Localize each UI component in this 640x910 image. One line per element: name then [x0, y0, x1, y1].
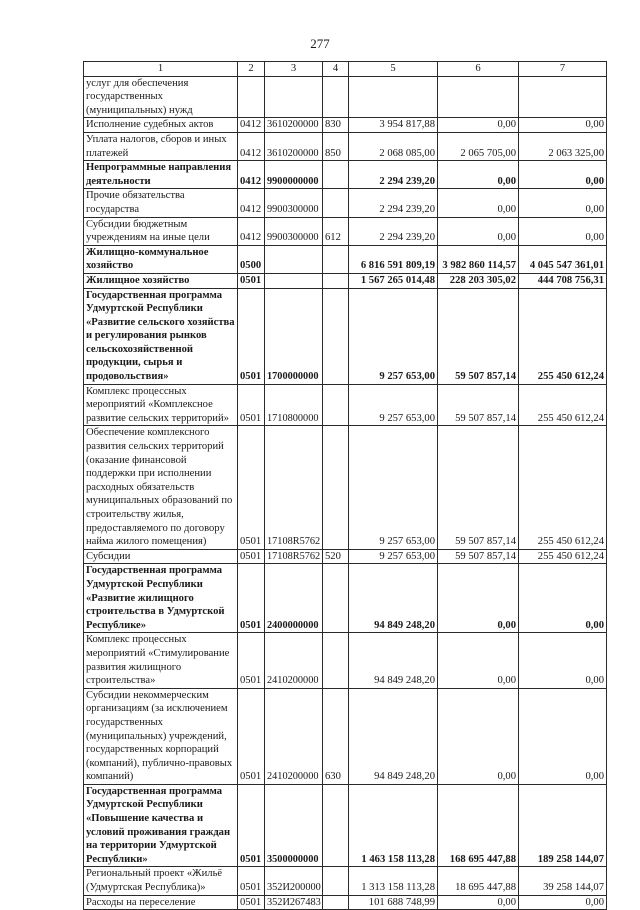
table-row [84, 564, 607, 633]
amount-col6: 0,00 [438, 564, 519, 633]
expense-type-code [323, 895, 349, 910]
amount-col6 [438, 76, 519, 118]
amount-col7: 255 450 612,24 [519, 384, 607, 426]
header-cell: 1 [84, 62, 238, 77]
amount-col6: 168 695 447,88 [438, 784, 519, 867]
target-article-code: 17108R5762 [265, 426, 323, 549]
header-row [84, 62, 607, 77]
amount-col5: 3 954 817,88 [349, 118, 438, 133]
expense-type-code: 612 [323, 217, 349, 245]
row-name: Субсидии некоммерческим организациям (за исключением государственных (муниципальных) учреждений, государственных корпораций (компаний), публично-правовых компаний) [84, 688, 238, 784]
amount-col5: 101 688 748,99 [349, 895, 438, 910]
table-row [84, 273, 607, 288]
expense-type-code: 520 [323, 549, 349, 564]
table-row [84, 633, 607, 688]
section-code: 0501 [238, 895, 265, 910]
expense-type-code [323, 273, 349, 288]
row-name: Субсидии бюджетным учреждениям на иные цели [84, 217, 238, 245]
amount-col5: 6 816 591 809,19 [349, 245, 438, 273]
row-name: услуг для обеспечения государственных (муниципальных) нужд [84, 76, 238, 118]
row-name: Комплекс процессных мероприятий «Стимулирование развития жилищного строительства» [84, 633, 238, 688]
header-cell: 2 [238, 62, 265, 77]
amount-col7: 0,00 [519, 217, 607, 245]
row-name: Жилищно-коммунальное хозяйство [84, 245, 238, 273]
expense-type-code [323, 288, 349, 384]
section-code: 0412 [238, 132, 265, 160]
amount-col6: 59 507 857,14 [438, 288, 519, 384]
section-code: 0501 [238, 688, 265, 784]
amount-col5: 1 567 265 014,48 [349, 273, 438, 288]
section-code: 0501 [238, 273, 265, 288]
amount-col7: 255 450 612,24 [519, 549, 607, 564]
amount-col6: 0,00 [438, 161, 519, 189]
page-number: 277 [310, 36, 330, 51]
amount-col7: 444 708 756,31 [519, 273, 607, 288]
expense-type-code: 850 [323, 132, 349, 160]
section-code: 0501 [238, 633, 265, 688]
target-article-code: 352И200000 [265, 867, 323, 895]
amount-col5: 1 463 158 113,28 [349, 784, 438, 867]
section-code: 0412 [238, 217, 265, 245]
amount-col6: 0,00 [438, 217, 519, 245]
section-code: 0501 [238, 549, 265, 564]
target-article-code: 352И267483 [265, 895, 323, 910]
amount-col5: 9 257 653,00 [349, 549, 438, 564]
table-row [84, 132, 607, 160]
amount-col6: 228 203 305,02 [438, 273, 519, 288]
expense-type-code [323, 384, 349, 426]
row-name: Прочие обязательства государства [84, 189, 238, 217]
section-code: 0412 [238, 189, 265, 217]
table-row [84, 118, 607, 133]
target-article-code: 9900300000 [265, 217, 323, 245]
section-code: 0501 [238, 288, 265, 384]
amount-col7: 0,00 [519, 688, 607, 784]
target-article-code: 9900000000 [265, 161, 323, 189]
row-name: Государственная программа Удмуртской Республики «Повышение качества и условий проживания граждан на территории Удмуртской Республики» [84, 784, 238, 867]
amount-col6: 3 982 860 114,57 [438, 245, 519, 273]
expense-type-code [323, 564, 349, 633]
amount-col6: 2 065 705,00 [438, 132, 519, 160]
row-name: Комплекс процессных мероприятий «Комплексное развитие сельских территорий» [84, 384, 238, 426]
section-code: 0500 [238, 245, 265, 273]
amount-col7: 0,00 [519, 189, 607, 217]
target-article-code: 2410200000 [265, 633, 323, 688]
amount-col7: 4 045 547 361,01 [519, 245, 607, 273]
target-article-code: 1700000000 [265, 288, 323, 384]
amount-col6: 59 507 857,14 [438, 549, 519, 564]
amount-col5: 94 849 248,20 [349, 688, 438, 784]
amount-col7: 255 450 612,24 [519, 426, 607, 549]
section-code: 0501 [238, 426, 265, 549]
amount-col7 [519, 76, 607, 118]
amount-col5: 9 257 653,00 [349, 426, 438, 549]
amount-col5: 9 257 653,00 [349, 288, 438, 384]
target-article-code: 3610200000 [265, 118, 323, 133]
header-cell: 4 [323, 62, 349, 77]
row-name: Исполнение судебных актов [84, 118, 238, 133]
row-name: Непрограммные направления деятельности [84, 161, 238, 189]
section-code: 0501 [238, 784, 265, 867]
amount-col7: 0,00 [519, 161, 607, 189]
target-article-code: 3610200000 [265, 132, 323, 160]
section-code: 0412 [238, 118, 265, 133]
header-cell: 6 [438, 62, 519, 77]
amount-col7: 0,00 [519, 564, 607, 633]
amount-col7: 39 258 144,07 [519, 867, 607, 895]
amount-col5: 2 294 239,20 [349, 161, 438, 189]
expense-type-code [323, 245, 349, 273]
section-code: 0501 [238, 564, 265, 633]
amount-col7: 255 450 612,24 [519, 288, 607, 384]
header-cell: 3 [265, 62, 323, 77]
row-name: Обеспечение комплексного развития сельских территорий (оказание финансовой поддержки при исполнении расходных обязательств муниципальных образований по строительству жилья, предоставляемого по договору найма жилого помещения) [84, 426, 238, 549]
table-row [84, 426, 607, 549]
amount-col5: 94 849 248,20 [349, 633, 438, 688]
row-name: Расходы на переселение [84, 895, 238, 910]
amount-col5: 2 294 239,20 [349, 189, 438, 217]
table-row [84, 161, 607, 189]
row-name: Уплата налогов, сборов и иных платежей [84, 132, 238, 160]
amount-col5: 1 313 158 113,28 [349, 867, 438, 895]
amount-col7: 189 258 144,07 [519, 784, 607, 867]
section-code: 0412 [238, 161, 265, 189]
amount-col6: 0,00 [438, 633, 519, 688]
row-name: Государственная программа Удмуртской Республики «Развитие сельского хозяйства и регулирования рынков сельскохозяйственной продукции, сырья и продовольствия» [84, 288, 238, 384]
table-row [84, 867, 607, 895]
table-row [84, 784, 607, 867]
amount-col5 [349, 76, 438, 118]
row-name: Жилищное хозяйство [84, 273, 238, 288]
expense-type-code [323, 784, 349, 867]
table-row [84, 217, 607, 245]
row-name: Субсидии [84, 549, 238, 564]
amount-col6: 18 695 447,88 [438, 867, 519, 895]
expense-type-code [323, 426, 349, 549]
amount-col7: 0,00 [519, 633, 607, 688]
expense-type-code [323, 867, 349, 895]
table-row [84, 288, 607, 384]
expense-type-code: 830 [323, 118, 349, 133]
table-row [84, 895, 607, 910]
amount-col5: 94 849 248,20 [349, 564, 438, 633]
section-code: 0501 [238, 867, 265, 895]
target-article-code: 9900300000 [265, 189, 323, 217]
section-code: 0501 [238, 384, 265, 426]
amount-col6: 59 507 857,14 [438, 426, 519, 549]
amount-col6: 59 507 857,14 [438, 384, 519, 426]
target-article-code: 3500000000 [265, 784, 323, 867]
amount-col5: 2 294 239,20 [349, 217, 438, 245]
table-row [84, 384, 607, 426]
target-article-code [265, 245, 323, 273]
amount-col6: 0,00 [438, 189, 519, 217]
header-cell: 5 [349, 62, 438, 77]
row-name: Государственная программа Удмуртской Республики «Развитие жилищного строительства в Удмуртской Республике» [84, 564, 238, 633]
table-row [84, 189, 607, 217]
target-article-code: 1710800000 [265, 384, 323, 426]
target-article-code [265, 273, 323, 288]
table-row [84, 549, 607, 564]
expense-type-code [323, 189, 349, 217]
table-row [84, 688, 607, 784]
amount-col6: 0,00 [438, 118, 519, 133]
amount-col7: 0,00 [519, 895, 607, 910]
table-row [84, 76, 607, 118]
amount-col6: 0,00 [438, 688, 519, 784]
target-article-code: 2400000000 [265, 564, 323, 633]
target-article-code: 17108R5762 [265, 549, 323, 564]
target-article-code [265, 76, 323, 118]
amount-col6: 0,00 [438, 895, 519, 910]
expense-type-code: 630 [323, 688, 349, 784]
expense-type-code [323, 76, 349, 118]
header-cell: 7 [519, 62, 607, 77]
section-code [238, 76, 265, 118]
row-name: Региональный проект «Жильё (Удмуртская Республика)» [84, 867, 238, 895]
budget-table [83, 61, 607, 910]
amount-col5: 9 257 653,00 [349, 384, 438, 426]
expense-type-code [323, 161, 349, 189]
amount-col7: 2 063 325,00 [519, 132, 607, 160]
amount-col5: 2 068 085,00 [349, 132, 438, 160]
target-article-code: 2410200000 [265, 688, 323, 784]
amount-col7: 0,00 [519, 118, 607, 133]
expense-type-code [323, 633, 349, 688]
table-row [84, 245, 607, 273]
